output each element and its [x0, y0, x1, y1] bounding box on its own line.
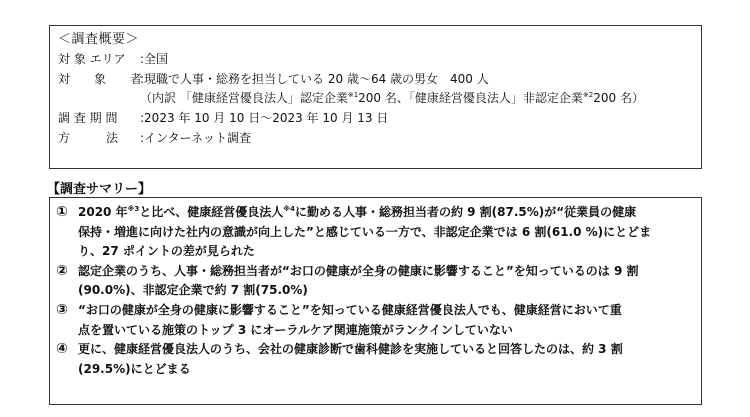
footnote-marker: ※2	[582, 91, 594, 100]
item-line: り、27 ポイントの差が見られた	[78, 244, 255, 259]
item-line: (29.5%)にとどまる	[78, 361, 191, 376]
footnote-marker: ※1	[347, 91, 359, 100]
overview-row-period	[58, 109, 701, 129]
summary-item-4	[56, 340, 701, 379]
item-line: 更に、健康経営優良法人のうち、会社の健康診断で歯科健診を実施していると回答したのは、約 3 割	[78, 342, 623, 357]
overview-label: 方 法	[58, 130, 119, 145]
summary-title: 【調査サマリー】	[47, 182, 152, 197]
overview-value: :現職で人事・総務を担当している 20 歳～64 歳の男女 400 人	[140, 71, 489, 86]
summary-item-3	[56, 301, 701, 340]
item-line: “お口の健康が全身の健康に影響すること”を知っている健康経営優良法人でも、健康経営において重	[78, 302, 622, 317]
overview-row-area	[58, 50, 701, 70]
item-line: 点を置いている施策のトップ 3 にオーラルケア関連施策がランクインしていない	[78, 322, 513, 337]
overview-label: 対 象 エリア	[58, 51, 126, 66]
survey-summary-box	[49, 197, 702, 405]
overview-row-breakdown	[58, 89, 701, 109]
summary-item-1	[56, 203, 701, 262]
item-line: 保持・増進に向けた社内の意識が向上した”と感じている一方で、非認定企業では 6 割(61.0 %)にとどま	[78, 224, 652, 239]
overview-label: 対 象 者	[58, 71, 143, 86]
overview-row-method	[58, 129, 701, 149]
survey-overview-box	[49, 25, 702, 169]
overview-label: 調 査 期 間	[58, 111, 118, 126]
footnote-marker: ※3	[127, 205, 140, 213]
item-line: 認定企業のうち、人事・総務担当者が“お口の健康が全身の健康に影響すること”を知っているのは 9 割	[78, 263, 639, 278]
footnote-marker: ※4	[283, 205, 295, 213]
item-number: ③	[56, 301, 68, 318]
overview-row-target	[58, 70, 701, 90]
overview-value: :2023 年 10 月 10 日～2023 年 10 月 13 日	[140, 111, 389, 126]
summary-item-2	[56, 262, 701, 301]
overview-value: :全国	[140, 51, 169, 66]
item-line: (90.0%)、非認定企業で約 7 割(75.0%)	[78, 283, 308, 298]
overview-heading: ＜調査概要＞	[58, 32, 140, 47]
item-number: ④	[56, 341, 68, 358]
item-number: ②	[56, 262, 68, 279]
item-line: 2020 年$^{※3}$と比べ、健康経営優良法人$^{※4}$に勤める人事・総務担当者の約 9 割(87.5%)が“従業員の健康	[78, 205, 637, 219]
item-number: ①	[56, 204, 68, 220]
overview-value: :インターネット調査	[140, 130, 251, 145]
overview-value: （内訳 「健康経営優良法人」認定企業$^{※1}$200 名、「健康経営優良法人」非認定企業$^{※2}$200 名）	[140, 91, 644, 106]
